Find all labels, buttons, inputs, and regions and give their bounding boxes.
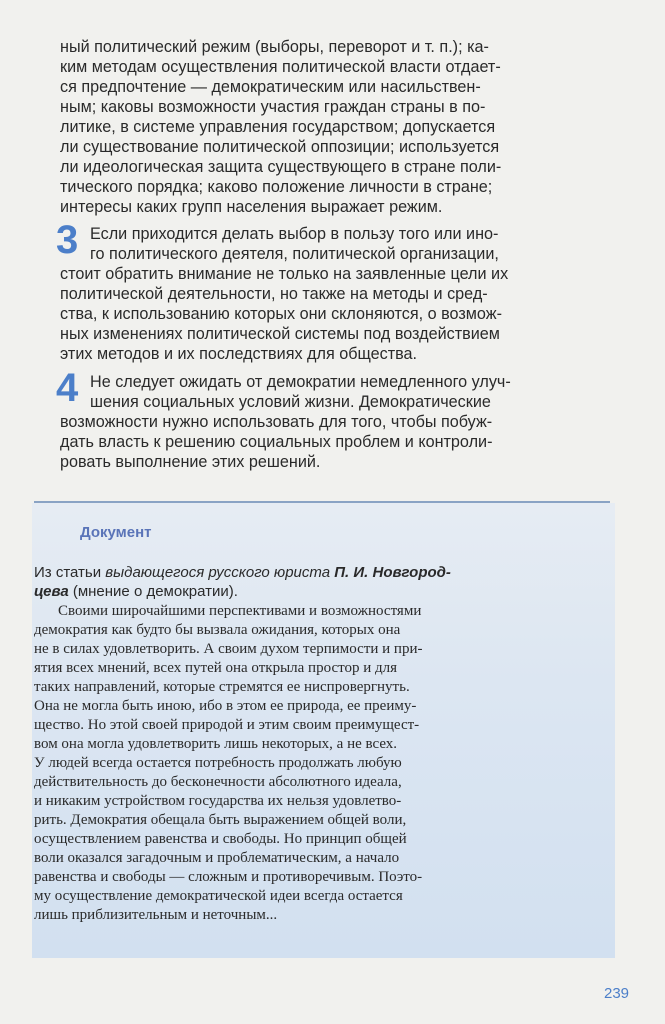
text-line: ким методам осуществления политической власти отдает-	[60, 58, 501, 76]
text-line: ровать выполнение этих решений.	[60, 453, 321, 471]
quote-line: рить. Демократия обещала быть выражением общей воли,	[34, 812, 407, 828]
quote-line: воли оказался загадочным и проблематическим, а начало	[34, 850, 400, 866]
text-line: интересы каких групп населения выражает режим.	[60, 198, 443, 216]
text-line: ным; каковы возможности участия граждан страны в по-	[60, 98, 486, 116]
text-line: ных изменениях политической системы под воздействием	[60, 325, 500, 343]
document-intro-line	[34, 582, 238, 601]
quote-line: таких направлений, которые стремятся ее ниспровергнуть.	[34, 679, 410, 695]
quote-line: действительность до бесконечности абсолютного идеала,	[34, 774, 402, 790]
intro-italic-text: выдающегося русского юриста	[105, 564, 335, 581]
document-intro-line	[34, 563, 451, 582]
text-line: Если приходится делать выбор в пользу того или ино-	[90, 225, 499, 243]
document-heading: Документ	[80, 524, 152, 541]
quote-line: Своими широчайшими перспективами и возможностями	[58, 603, 422, 619]
quote-line: лишь приблизительным и неточным...	[34, 907, 278, 923]
text-line: литике, в системе управления государством; допускается	[60, 118, 496, 136]
intro-author-name: П. И. Новгород-	[334, 564, 451, 581]
text-line: политической деятельности, но также на методы и сред-	[60, 285, 488, 303]
intro-author-name: цева	[34, 583, 69, 600]
text-line: стоит обратить внимание не только на заявленные цели их	[60, 265, 509, 283]
page-number: 239	[604, 985, 630, 1002]
quote-line: и никаким устройством государства их нельзя удовлетво-	[34, 793, 402, 809]
text-line: шения социальных условий жизни. Демократические	[90, 393, 491, 411]
quote-line: Она не могла быть иною, ибо в этом ее природа, ее преиму-	[34, 698, 417, 714]
quote-line: щество. Но этой своей природой и этим своим преимущест-	[34, 717, 420, 733]
quote-line: му осуществление демократической идеи всегда остается	[34, 888, 403, 904]
text-line: ли существование политической оппозиции; используется	[60, 138, 500, 156]
quote-line: вом она могла удовлетворить лишь некоторых, а не всех.	[34, 736, 398, 752]
quote-line: ятия всех мнений, всех путей она открыла простор и для	[34, 660, 398, 676]
quote-line: равенства и свободы — сложным и противоречивым. Поэто-	[34, 869, 423, 885]
text-line: ся предпочтение — демократическим или насильствен-	[60, 78, 481, 96]
text-line: Не следует ожидать от демократии немедленного улуч-	[90, 373, 511, 391]
text-line: ный политический режим (выборы, переворот и т. п.); ка-	[60, 38, 489, 56]
point-number-3: 3	[56, 218, 79, 262]
quote-line: демократия как будто бы вызвала ожидания, которых она	[34, 622, 401, 638]
text-line: этих методов и их последствиях для общества.	[60, 345, 418, 363]
text-line: возможности нужно использовать для того, чтобы побуж-	[60, 413, 493, 431]
quote-line: осуществлением равенства и свободы. Но принцип общей	[34, 831, 407, 847]
quote-line: не в силах удовлетворить. А своим духом терпимости и при-	[34, 641, 423, 657]
intro-plain-text: (мнение о демократии).	[68, 583, 238, 600]
quote-line: У людей всегда остается потребность продолжать любую	[34, 755, 402, 771]
text-line: дать власть к решению социальных проблем и контроли-	[60, 433, 493, 451]
point-number-4: 4	[56, 366, 79, 410]
text-line: тического порядка; каково положение личности в стране;	[60, 178, 493, 196]
text-line: ли идеологическая защита существующего в стране поли-	[60, 158, 502, 176]
intro-plain-text: Из статьи	[34, 564, 106, 581]
text-line: ства, к использованию которых они склоняются, о возмож-	[60, 305, 502, 323]
text-line: го политического деятеля, политической организации,	[90, 245, 499, 263]
